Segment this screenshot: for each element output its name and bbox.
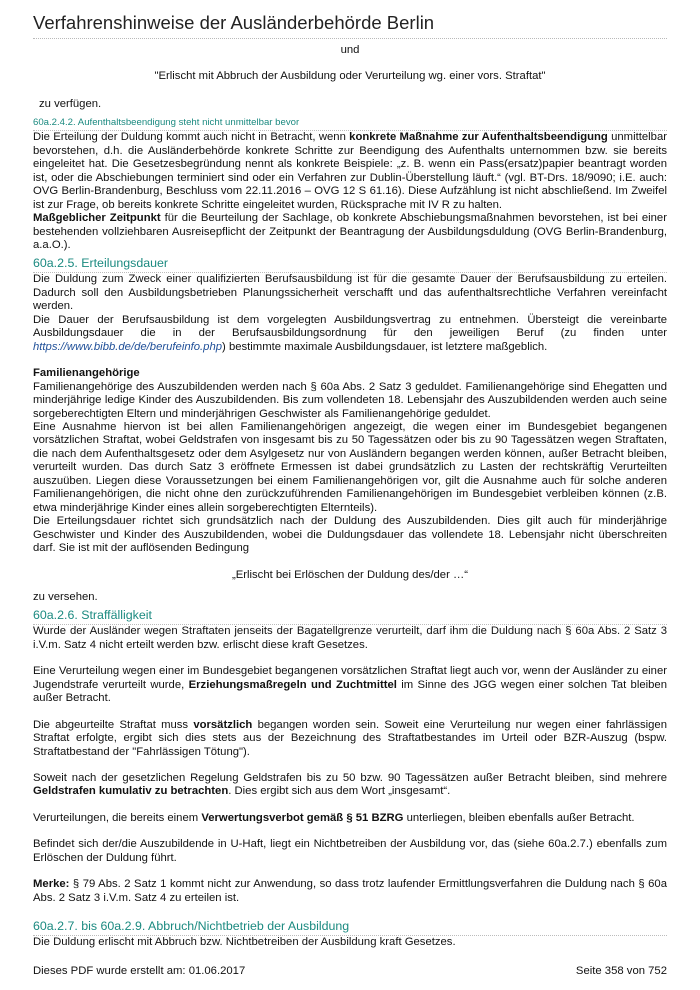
paragraph: Die Erteilung der Duldung kommt auch nicht in Betracht, wenn konkrete Maßnahme zur Aufenthaltsbeendigung unmittelbar bevorstehen, d.h. die Ausländerbehörde konkrete Schritte zur Beendigung des Aufenthalts unternommen bzw. sie bereits eingeleitet hat. Die Gesetzesbegründung nennt als konkrete Beispiele: „z. B. wenn ein Pass(ersatz)papier beantragt worden ist, oder die Abschiebungen terminiert sind oder ein Verfahren zur Dublin-Überstellung läuft.“ (vgl. BT-Drs. 18/9090; i.E. auch: OVG Berlin-Brandenburg, Beschluss vom 22.11.2016 – OVG 12 S 61.16). Diese Aufzählung ist nicht abschließend. Im Zweifel ist zur Frage, ob bereits konkrete Schritte eingeleitet wurden, Rücksprache mit IV R zu halten. (33, 131, 667, 211)
intro-verfuegen: zu verfügen. (39, 97, 102, 110)
section-heading-aufenthaltsbeendigung: 60a.2.4.2. Aufenthaltsbeendigung steht nicht unmittelbar bevor (33, 117, 667, 131)
page-header (33, 12, 667, 39)
section-heading-abbruch: 60a.2.7. bis 60a.2.9. Abbruch/Nichtbetrieb der Ausbildung (33, 919, 667, 936)
paragraph: Eine Verurteilung wegen einer im Bundesgebiet begangenen vorsätzlichen Straftat liegt auch vor, wenn der Ausländer zu einer Jugendstrafe verurteilt wurde, Erziehungsmaßregeln und Zuchtmittel im Sinne des JGG wegen einer solchen Tat bleiben außer Betracht. (33, 665, 667, 705)
paragraph: Verurteilungen, die bereits einem Verwertungsverbot gemäß § 51 BZRG unterliegen, bleiben ebenfalls außer Betracht. (33, 811, 635, 824)
paragraph: Die Dauer der Berufsausbildung ist dem vorgelegten Ausbildungsvertrag zu entnehmen. Übersteigt die vereinbarte Ausbildungsdauer die in der Berufsausbildungsordnung für den jeweiligen Beruf (zu finden unter https://www.bibb.de/de/berufeinfo.php) bestimmte maximale Ausbildungsdauer, ist letztere maßgeblich. (33, 313, 667, 353)
paragraph: Die Duldung erlischt mit Abbruch bzw. Nichtbetreiben der Ausbildung kraft Gesetzes. (33, 936, 456, 949)
paragraph: Die Duldung zum Zweck einer qualifizierten Berufsausbildung ist für die gesamte Dauer der Berufsausbildung zu erteilen. Dadurch soll den Ausbildungsbetrieben Planungssicherheit verschafft und das aufenthaltsrechtliche Verfahren vereinfacht werden. (33, 273, 667, 313)
family-condition-quote: „Erlischt bei Erlöschen der Duldung des/der …“ (231, 568, 469, 581)
paragraph: Familienangehörige des Auszubildenden werden nach § 60a Abs. 2 Satz 3 geduldet. Familienangehörige sind Ehegatten und minderjährige ledige Kinder des Auszubildenden. Bis zum vollendeten 18. Lebensjahr des Auszubildenden werden auch seine sorgeberechtigten Eltern und minderjährigen Geschwister als Familienangehörige geduldet. (33, 380, 667, 420)
page-footer (33, 965, 667, 977)
paragraph: Eine Ausnahme hiervon ist bei allen Familienangehörigen angezeigt, die wegen einer im Bundesgebiet begangenen vorsätzlichen Straftat, wobei Geldstrafen von insgesamt bis zu 50 Tagessätzen oder bis zu 90 Tagessätzen wegen Straftaten, die nach dem Aufenthaltsgesetz oder dem Asylgesetz nur von Ausländern begangen werden können, außer Betracht bleiben, verurteilt wurden. Das durch Satz 3 eröffnete Ermessen ist dabei grundsätzlich zu Lasten der rechtskräftig Verurteilten auszuüben. Liegen diese Voraussetzungen bei einem Familienangehörigen vor, gilt die Ausnahme auch für solche anderen Familienangehörigen, die nicht ohne den zurückzuführenden Familienangehörigen im Bundesgebiet verbleiben können (z.B. etwa minderjährige Kinder eines allein sorgeberechtigten Elternteils). (33, 420, 667, 514)
paragraph: Soweit nach der gesetzlichen Regelung Geldstrafen bis zu 50 bzw. 90 Tagessätzen außer Betracht bleiben, sind mehrere Geldstrafen kumulativ zu betrachten. Dies ergibt sich aus dem Wort „insgesamt“. (33, 772, 667, 798)
family-versehen: zu versehen. (33, 590, 98, 603)
section-heading-straffaelligkeit: 60a.2.6. Straffälligkeit (33, 608, 667, 625)
paragraph: Die abgeurteilte Straftat muss vorsätzlich begangen worden sein. Soweit eine Verurteilung nur wegen einer fahrlässigen Straftat erfolgte, ergibt sich dies stets aus der Bezeichnung des Straftatbestandes im Urteil oder BZR-Auszug (bspw. Straftatbestand der "Fahrlässigen Tötung"). (33, 718, 667, 758)
paragraph: Die Erteilungsdauer richtet sich grundsätzlich nach der Duldung des Auszubildenden. Dies gilt auch für minderjährige Geschwister und Kinder des Auszubildenden, wobei die Duldungsdauer das vollendete 18. Lebensjahr nicht überschreiten darf. Sie ist mit der auflösenden Bedingung (33, 515, 667, 555)
section-heading-erteilungsdauer: 60a.2.5. Erteilungsdauer (33, 256, 667, 273)
paragraph-merke: Merke: § 79 Abs. 2 Satz 1 kommt nicht zur Anwendung, so dass trotz laufender Ermittlungsverfahren die Duldung nach § 60a Abs. 2 Satz 3 i.V.m. Satz 4 zu erteilen ist. (33, 878, 667, 904)
page-title: Verfahrenshinweise der Ausländerbehörde Berlin (33, 12, 435, 33)
intro-condition-quote: "Erlischt mit Abbruch der Ausbildung oder Verurteilung wg. einer vors. Straftat" (154, 70, 546, 83)
paragraph: Wurde der Ausländer wegen Straftaten jenseits der Bagatellgrenze verurteilt, darf ihm die Duldung nach § 60a Abs. 2 Satz 3 i.V.m. Satz 4 nicht erteilt werden bzw. erlischt diese kraft Gesetzes. (33, 625, 667, 651)
paragraph: Befindet sich der/die Auszubildende in U-Haft, liegt ein Nichtbetreiben der Ausbildung vor, das (siehe 60a.2.7.) ebenfalls zum Erlöschen der Duldung führt. (33, 838, 667, 864)
paragraph: Maßgeblicher Zeitpunkt für die Beurteilung der Sachlage, ob konkrete Abschiebungsmaßnahmen bevorstehen, ist bei einer bestehenden vollziehbaren Ausreisepflicht der Zeitpunkt der Beantragung der Ausbildungsduldung (OVG Berlin-Brandenburg, a.a.O.). (33, 212, 667, 251)
subheading-familienangehoerige: Familienangehörige (33, 367, 140, 380)
document-body (33, 44, 667, 950)
pdf-created-date: Dieses PDF wurde erstellt am: 01.06.2017 (33, 965, 246, 977)
bibb-link[interactable]: https://www.bibb.de/de/berufeinfo.php (33, 340, 223, 353)
intro-und: und (340, 44, 360, 56)
page-number: Seite 358 von 752 (575, 965, 667, 977)
